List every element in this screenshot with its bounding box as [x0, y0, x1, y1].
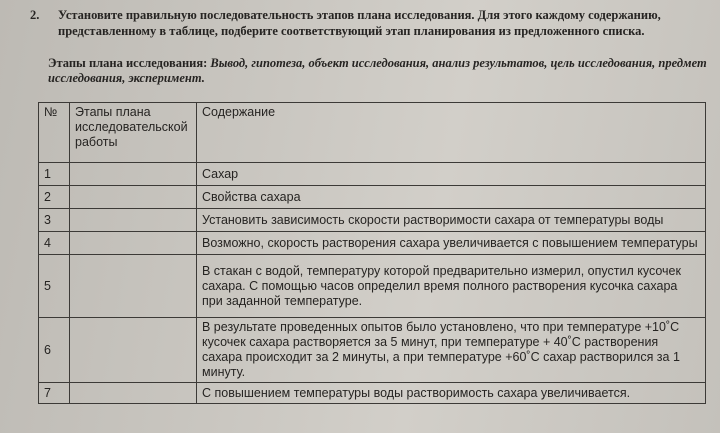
header-content: Содержание	[197, 103, 706, 163]
row-content: Возможно, скорость растворения сахара увеличивается с повышением температуры	[197, 232, 706, 255]
table-row	[39, 232, 706, 255]
stage-answer-cell[interactable]	[70, 383, 197, 404]
row-content: С повышением температуры воды растворимость сахара увеличивается.	[197, 383, 706, 404]
table-header-row	[39, 103, 706, 163]
row-content: Установить зависимость скорости растворимости сахара от температуры воды	[197, 209, 706, 232]
task-instructions: Установите правильную последовательность этапов плана исследования. Для этого каждому содержанию, представленному в таблице, подберите соответствующий этап планирования из предложенного списка.	[58, 8, 661, 38]
table-row	[39, 255, 706, 318]
row-number: 6	[39, 318, 70, 383]
stage-answer-cell[interactable]	[70, 186, 197, 209]
stage-answer-cell[interactable]	[70, 209, 197, 232]
stages-label: Этапы плана исследования:	[48, 56, 208, 70]
task-number: 2.	[30, 8, 40, 22]
row-number: 2	[39, 186, 70, 209]
stages-options: Вывод, гипотеза, объект исследования, анализ результатов, цель исследования, предмет исследования, эксперимент.	[48, 56, 707, 85]
table-row	[39, 383, 706, 404]
stage-answer-cell[interactable]	[70, 318, 197, 383]
row-content: В результате проведенных опытов было установлено, что при температуре +10˚С кусочек сахара растворяется за 5 минут, при температуре + 40˚С растворения сахара происходит за 2 минуты, а при температуре +60˚С сахар растворился за 1 минуту.	[197, 318, 706, 383]
row-content: Свойства сахара	[197, 186, 706, 209]
row-number: 1	[39, 163, 70, 186]
row-number: 3	[39, 209, 70, 232]
header-number: №	[39, 103, 70, 163]
table-row	[39, 186, 706, 209]
table-row	[39, 318, 706, 383]
row-number: 7	[39, 383, 70, 404]
stages-list-block	[48, 56, 708, 85]
row-number: 5	[39, 255, 70, 318]
header-stage: Этапы плана исследовательской работы	[70, 103, 197, 163]
stage-answer-cell[interactable]	[70, 163, 197, 186]
row-content: Сахар	[197, 163, 706, 186]
table-row	[39, 163, 706, 186]
stage-answer-cell[interactable]	[70, 232, 197, 255]
row-number: 4	[39, 232, 70, 255]
table-row	[39, 209, 706, 232]
row-content: В стакан с водой, температуру которой предварительно измерил, опустил кусочек сахара. С помощью часов определил время полного растворения кусочка сахара при заданной температуре.	[197, 255, 706, 318]
research-plan-table	[38, 102, 706, 404]
stage-answer-cell[interactable]	[70, 255, 197, 318]
